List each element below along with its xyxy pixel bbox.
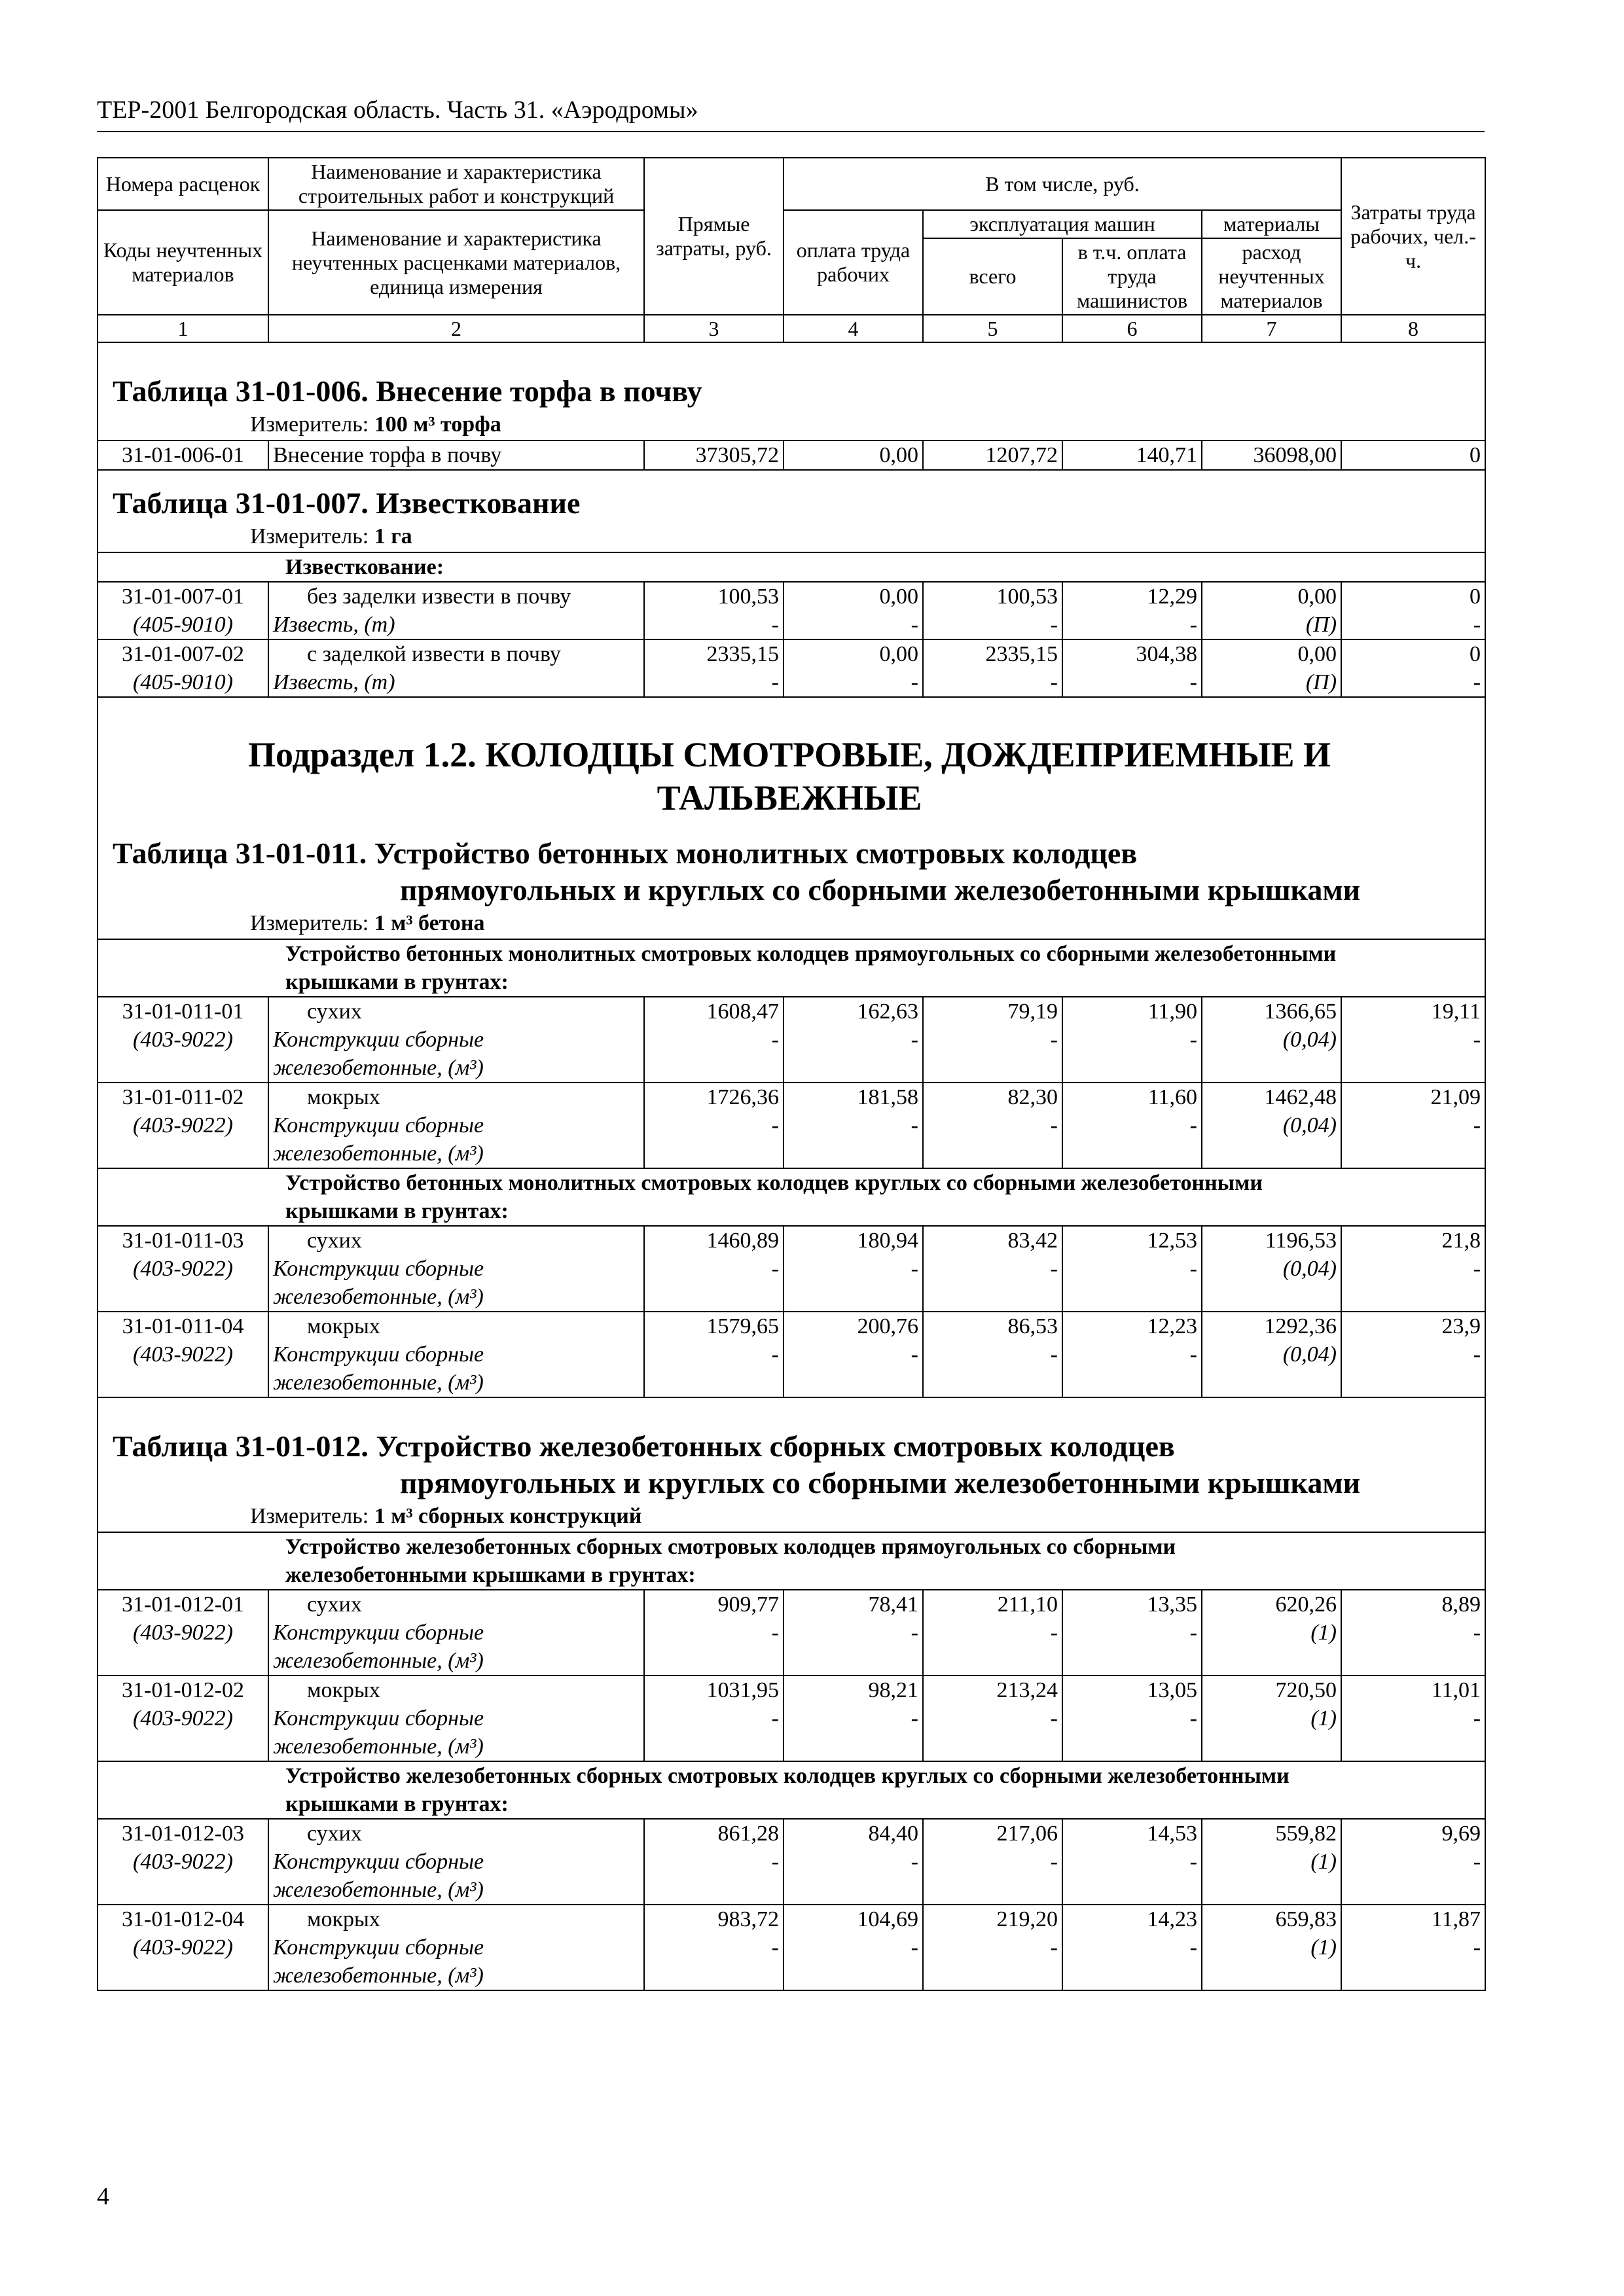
table-title-011-cont: прямоугольных и круглых со сборными железобетонными крышками [400,873,1361,906]
hdr-unaccounted-materials: расход неучтенных материалов [1202,238,1341,315]
group-label: Устройство железобетонных сборных смотровых колодцев круглых со сборными железобетонными крышками в грунтах: [98,1761,1485,1819]
table-row: 31-01-007-01 (405-9010) без заделки извести в почву Известь, (т) 100,53 - 0,00 - 100,53 - 12,29 - 0,00 (П) 0 - [98,582,1485,639]
measure-012: Измеритель: 1 м³ сборных конструкций [98,1501,1485,1532]
hdr-including: В том числе, руб. [784,158,1341,210]
column-numbers: 1 2 3 4 5 6 7 8 [98,315,1485,342]
measure-011: Измеритель: 1 м³ бетона [98,908,1485,939]
hdr-col2-bottom: Наименование и характеристика неучтенных расценками материалов, единица измерения [268,210,644,315]
hdr-materials: материалы [1202,210,1341,238]
table-title-011: Таблица 31-01-011. Устройство бетонных монолитных смотровых колодцев [113,836,1138,870]
rates-table [97,157,1486,1991]
hdr-worker-pay: оплата труда рабочих [784,210,923,315]
header-rule [97,131,1485,132]
page-number: 4 [97,2183,109,2210]
group-label: Устройство железобетонных сборных смотровых колодцев прямоугольных со сборными железобетонными крышками в грунтах: [98,1532,1485,1590]
table-row: 31-01-012-03 (403-9022) сухих Конструкции сборные железобетонные, (м³) 861,28 - 84,40 - 217,06 - 14,53 - 559,82 (1) 9,69 - [98,1819,1485,1905]
table-title-012-cont: прямоугольных и круглых со сборными железобетонными крышками [400,1466,1361,1499]
table-row: 31-01-011-04 (403-9022) мокрых Конструкции сборные железобетонные, (м³) 1579,65 - 200,76 - 86,53 - 12,23 - 1292,36 (0,04) 23,9 - [98,1312,1485,1397]
hdr-machines: эксплуатация машин [923,210,1202,238]
table-title-007: Таблица 31-01-007. Известкование [113,486,581,520]
hdr-col1-top: Номера расценок [98,158,268,210]
group-label: Устройство бетонных монолитных смотровых колодцев круглых со сборными железобетонными крышками в грунтах: [98,1168,1485,1226]
group-label: Известкование: [98,552,1485,582]
hdr-col1-bottom: Коды неучтенных материалов [98,210,268,315]
hdr-direct-costs: Прямые затраты, руб. [644,158,784,315]
measure-007: Измеритель: 1 га [98,522,1485,552]
hdr-machinist-pay: в т.ч. оплата труда машинистов [1062,238,1202,315]
hdr-labor: Затраты труда рабочих, чел.-ч. [1341,158,1485,315]
running-header: ТЕР-2001 Белгородская область. Часть 31. «Аэродромы» [97,96,698,124]
hdr-machines-total: всего [923,238,1062,315]
measure-006: Измеритель: 100 м³ торфа [98,410,1485,440]
table-title-006: Таблица 31-01-006. Внесение торфа в почву [113,374,702,408]
table-header [98,158,1485,342]
table-row: 31-01-012-04 (403-9022) мокрых Конструкции сборные железобетонные, (м³) 983,72 - 104,69 - 219,20 - 14,23 - 659,83 (1) 11,87 - [98,1905,1485,1990]
table-row: 31-01-012-01 (403-9022) сухих Конструкции сборные железобетонные, (м³) 909,77 - 78,41 - 211,10 - 13,35 - 620,26 (1) 8,89 - [98,1590,1485,1676]
hdr-col2-top: Наименование и характеристика строительных работ и конструкций [268,158,644,210]
table-row: 31-01-011-01 (403-9022) сухих Конструкции сборные железобетонные, (м³) 1608,47 - 162,63 - 79,19 - 11,90 - 1366,65 (0,04) 19,11 - [98,997,1485,1083]
table-row: 31-01-007-02 (405-9010) с заделкой извести в почву Известь, (т) 2335,15 - 0,00 - 2335,15 - 304,38 - 0,00 (П) 0 - [98,639,1485,697]
table-row: 31-01-006-01 Внесение торфа в почву 37305,72 0,00 1207,72 140,71 36098,00 0 [98,440,1485,470]
table-title-012: Таблица 31-01-012. Устройство железобетонных сборных смотровых колодцев [113,1429,1175,1463]
table-row: 31-01-011-03 (403-9022) сухих Конструкции сборные железобетонные, (м³) 1460,89 - 180,94 - 83,42 - 12,53 - 1196,53 (0,04) 21,8 - [98,1226,1485,1312]
subsection-heading: Подраздел 1.2. КОЛОДЦЫ СМОТРОВЫЕ, ДОЖДЕПРИЕМНЫЕ И ТАЛЬВЕЖНЫЕ [247,735,1331,817]
group-label: Устройство бетонных монолитных смотровых колодцев прямоугольных со сборными железобетонными крышками в грунтах: [98,939,1485,997]
table-row: 31-01-012-02 (403-9022) мокрых Конструкции сборные железобетонные, (м³) 1031,95 - 98,21 - 213,24 - 13,05 - 720,50 (1) 11,01 - [98,1676,1485,1761]
table-row: 31-01-011-02 (403-9022) мокрых Конструкции сборные железобетонные, (м³) 1726,36 - 181,58 - 82,30 - 11,60 - 1462,48 (0,04) 21,09 - [98,1083,1485,1168]
